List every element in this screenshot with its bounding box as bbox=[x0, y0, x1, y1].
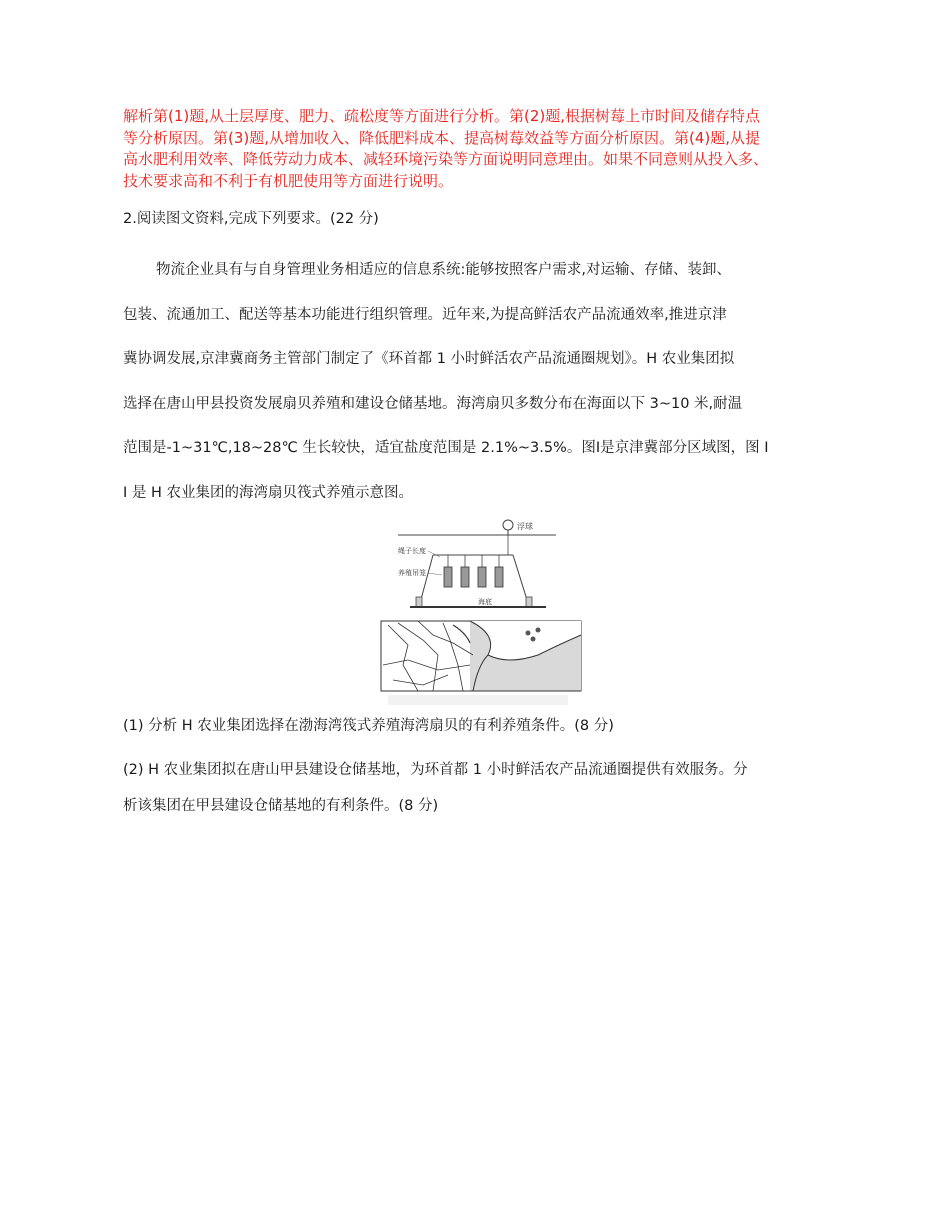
cage-icon bbox=[495, 567, 503, 587]
anchor-icon bbox=[526, 597, 532, 607]
question-body bbox=[123, 248, 843, 515]
subquestion-2-line: 析该集团在甲县建设仓储基地的有利条件。(8 分) bbox=[123, 798, 439, 814]
analysis-line: 技术要求高和不利于有机肥使用等方面进行说明。 bbox=[123, 171, 454, 190]
anchor-icon bbox=[416, 597, 422, 607]
body-line: 冀协调发展,京津冀商务主管部门制定了《环首都 1 小时鲜活农产品流通圈规划》。H 农业集团拟 bbox=[123, 351, 735, 367]
subquestion-1-text: (1) 分析 H 农业集团选择在渤海湾筏式养殖海湾扇贝的有利养殖条件。(8 分) bbox=[123, 718, 614, 734]
rope-length-label: 绳子长度 bbox=[398, 547, 426, 555]
raft-culture-diagram bbox=[378, 515, 586, 717]
subquestion-2 bbox=[123, 752, 843, 824]
analysis-text bbox=[123, 106, 838, 192]
seabed-label: 海底 bbox=[478, 598, 492, 606]
figure-composite bbox=[378, 515, 586, 717]
cage-label: 养殖吊笼 bbox=[398, 569, 426, 577]
question-header: 2.阅读图文资料,完成下列要求。(22 分) bbox=[123, 211, 379, 227]
body-line: 范围是-1~31℃,18~28℃ 生长较快，适宜盐度范围是 2.1%~3.5%。图Ⅰ是京津冀部分区域图，图 I bbox=[123, 440, 769, 456]
body-line: 选择在唐山甲县投资发展扇贝养殖和建设仓储基地。海湾扇贝多数分布在海面以下 3~10 米,耐温 bbox=[123, 395, 743, 412]
body-line: I 是 H 农业集团的海湾扇贝筏式养殖示意图。 bbox=[123, 484, 414, 501]
body-line: 物流企业具有与自身管理业务相适应的信息系统:能够按照客户需求,对运输、存储、装卸、 bbox=[156, 262, 731, 278]
analysis-line: 等分析原因。第(3)题,从增加收入、降低肥料成本、提高树莓效益等方面分析原因。第(4)题,从提 bbox=[123, 128, 761, 147]
cage-icon bbox=[478, 567, 486, 587]
analysis-line: 高水肥利用效率、降低劳动力成本、减轻环境污染等方面说明同意理由。如果不同意则从投入多、 bbox=[123, 150, 769, 168]
cage-icon bbox=[461, 567, 469, 587]
float-label: 浮球 bbox=[517, 522, 533, 531]
cage-icon bbox=[444, 567, 452, 587]
subquestion-1 bbox=[123, 708, 843, 744]
body-line: 包装、流通加工、配送等基本功能进行组织管理。近年来,为提高鲜活农产品流通效率,推进京津 bbox=[123, 306, 727, 323]
region-map bbox=[381, 621, 581, 691]
subquestion-2-line: (2) H 农业集团拟在唐山甲县建设仓储基地，为环首都 1 小时鲜活农产品流通圈提供有效服务。分 bbox=[123, 762, 748, 778]
float-icon bbox=[503, 520, 513, 530]
analysis-line: 解析第(1)题,从土层厚度、肥力、疏松度等方面进行分析。第(2)题,根据树莓上市时间及储存特点 bbox=[123, 107, 761, 125]
